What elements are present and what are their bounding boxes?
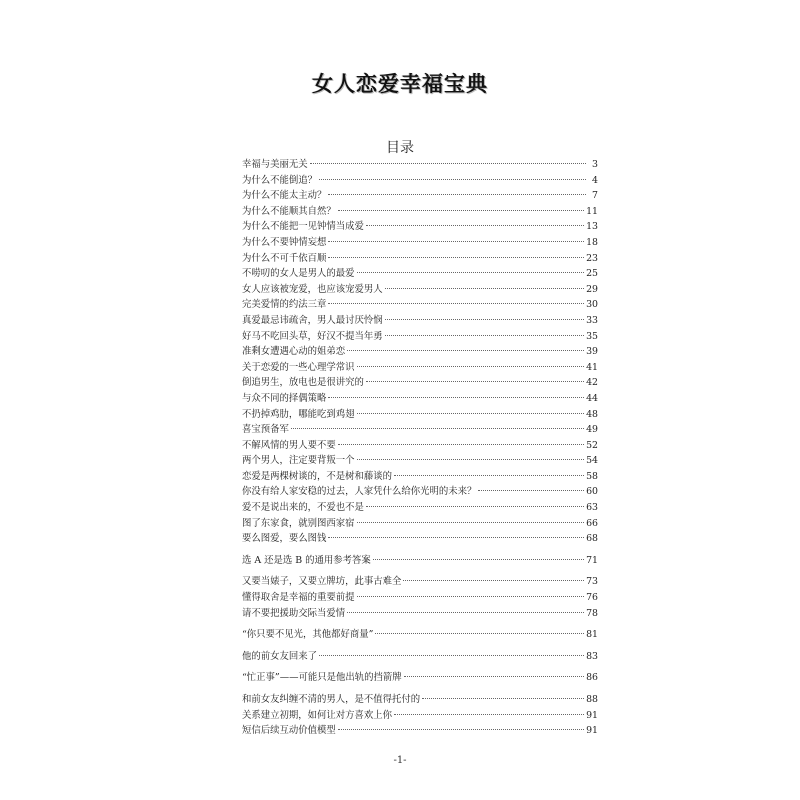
toc-entry[interactable] [242, 157, 598, 173]
toc-entry-page: 4 [592, 174, 598, 186]
toc-entry[interactable] [242, 313, 598, 329]
toc-leader-dots [366, 506, 584, 507]
toc-leader-dots [328, 194, 586, 195]
toc-entry[interactable] [242, 391, 598, 407]
toc-entry-title: 关系建立初期，如何让对方喜欢上你 [242, 709, 393, 721]
toc-entry-title: 请不要把援助交际当爱情 [242, 607, 346, 619]
toc-entry-page: 3 [592, 159, 598, 170]
toc-entry[interactable] [242, 438, 598, 454]
toc-entry-page: 54 [586, 455, 598, 467]
toc-entry[interactable] [242, 670, 598, 686]
toc-entry-page: 63 [586, 502, 598, 514]
toc-leader-dots [394, 475, 584, 476]
document-title: 女人恋爱幸福宝典 [312, 72, 488, 96]
toc-entry-title: 不扔掉鸡肋，哪能吃到鸡翅 [242, 408, 355, 420]
toc-entry-title: 关于恋爱的一些心理学常识 [242, 361, 355, 373]
toc-leader-dots [385, 288, 584, 289]
toc-entry[interactable] [242, 469, 598, 485]
toc-entry-title: 懂得取舍是幸福的重要前提 [242, 592, 355, 604]
toc-leader-dots [347, 612, 584, 613]
toc-entry-page: 44 [586, 392, 598, 404]
toc-entry-title: 你没有给人家安稳的过去，人家凭什么给你光明的未来？ [242, 486, 477, 498]
toc-entry-title: 爱不是说出来的，不爱也不是 [242, 502, 364, 514]
toc-entry-title: 为什么不可千依百顺 [242, 252, 327, 264]
toc-entry-title: “忙正事”——可能只是他出轨的挡箭牌 [242, 672, 402, 684]
toc-entry[interactable] [242, 692, 598, 708]
toc-leader-dots [357, 596, 585, 597]
toc-entry[interactable] [242, 235, 598, 251]
toc-entry-title: 短信后续互动价值模型 [242, 725, 336, 737]
toc-entry[interactable] [242, 188, 598, 204]
toc-entry[interactable] [242, 329, 598, 345]
toc-entry[interactable] [242, 531, 598, 547]
toc-leader-dots [338, 729, 584, 730]
toc-entry-title: “你只要不见光，其他都好商量” [242, 629, 374, 641]
toc-entry[interactable] [242, 606, 598, 622]
toc-entry-page: 33 [586, 314, 598, 326]
toc-leader-dots [357, 366, 585, 367]
toc-entry[interactable] [242, 344, 598, 360]
toc-entry[interactable] [242, 266, 598, 282]
toc-entry-page: 58 [586, 470, 598, 482]
toc-leader-dots [357, 413, 585, 414]
toc-entry-page: 30 [586, 299, 598, 311]
toc-entry-page: 48 [586, 408, 598, 420]
toc-leader-dots [366, 225, 584, 226]
toc-entry[interactable] [242, 219, 598, 235]
toc-entry-page: 66 [586, 517, 598, 529]
toc-entry-page: 35 [586, 330, 598, 342]
toc-entry[interactable] [242, 407, 598, 423]
toc-entry-title: 和前女友纠缠不清的男人，是不值得托付的 [242, 694, 421, 705]
toc-leader-dots [338, 444, 584, 445]
toc-entry-page: 41 [586, 361, 598, 373]
toc-entry-page: 29 [586, 283, 598, 295]
toc-entry[interactable] [242, 173, 598, 189]
toc-entry[interactable] [242, 204, 598, 220]
toc-leader-dots [366, 381, 584, 382]
toc-leader-dots [357, 272, 585, 273]
toc-entry-page: 52 [586, 439, 598, 451]
toc-leader-dots [357, 522, 585, 523]
toc-entry-title: 喜宝预备军 [242, 424, 289, 436]
toc-entry[interactable] [242, 297, 598, 313]
toc-entry-page: 86 [586, 672, 598, 684]
toc-leader-dots [328, 537, 584, 538]
toc-leader-dots [478, 490, 584, 491]
toc-leader-dots [319, 179, 586, 180]
toc-entry-title: 完美爱情的约法三章 [242, 299, 327, 311]
toc-entry-title: 为什么不能倒追？ [242, 174, 318, 186]
toc-entry-page: 83 [586, 650, 598, 662]
toc-leader-dots [403, 580, 584, 581]
toc-leader-dots [404, 676, 584, 677]
toc-entry-page: 76 [586, 592, 598, 604]
toc-entry-page: 11 [586, 205, 598, 217]
toc-leader-dots [385, 335, 584, 336]
toc-entry-page: 60 [586, 486, 598, 498]
toc-entry-page: 78 [586, 607, 598, 619]
toc-entry-title: 图了东家食，就别图西家宿 [242, 517, 355, 529]
toc-entry-page: 71 [586, 554, 598, 566]
toc-entry-page: 23 [586, 252, 598, 264]
toc-leader-dots [338, 210, 584, 211]
toc-leader-dots [310, 163, 586, 164]
toc-leader-dots [373, 559, 584, 560]
toc-entry-title: 倒追男生，放电也是很讲究的 [242, 377, 364, 389]
toc-entry-title: 恋爱是两棵树谈的，不是树和藤谈的 [242, 470, 393, 482]
toc-entry-title: 好马不吃回头草，好汉不提当年勇 [242, 330, 383, 342]
toc-entry-title: 幸福与美丽无关 [242, 159, 308, 170]
toc-leader-dots [328, 397, 584, 398]
toc-leader-dots [328, 241, 584, 242]
toc-entry-page: 7 [592, 190, 598, 202]
toc-entry-title: 又要当婊子，又要立牌坊，此事古难全 [242, 576, 402, 588]
toc-entry-title: 与众不同的择偶策略 [242, 392, 327, 404]
toc-entry[interactable] [242, 723, 598, 739]
toc-entry-title: 两个男人，注定要背叛一个 [242, 455, 355, 467]
toc-leader-dots [319, 655, 584, 656]
toc-entry[interactable] [242, 590, 598, 606]
toc-entry-title: 准剩女遭遇心动的姐弟恋 [242, 346, 346, 358]
toc-entry-title: 为什么不能把一见钟情当成爱 [242, 221, 364, 233]
toc-entry-page: 81 [586, 629, 598, 641]
toc-heading: 目录 [386, 140, 414, 156]
toc-entry-page: 18 [586, 236, 598, 248]
page-number: -1- [393, 755, 407, 766]
toc-entry[interactable] [242, 553, 598, 569]
toc-leader-dots [385, 319, 584, 320]
toc-entry[interactable] [242, 375, 598, 391]
toc-leader-dots [422, 698, 584, 699]
toc-entry[interactable] [242, 360, 598, 376]
toc-leader-dots [394, 714, 584, 715]
toc-entry-title: 不唠叨的女人是男人的最爱 [242, 268, 355, 280]
toc-entry-page: 49 [586, 424, 598, 436]
toc-entry-title: 女人应该被宠爱，也应该宠爱男人 [242, 283, 383, 295]
toc-entry-page: 42 [586, 377, 598, 389]
toc-entry[interactable] [242, 516, 598, 532]
toc-entry-page: 39 [586, 346, 598, 358]
toc-leader-dots [347, 350, 584, 351]
toc-entry-title: 他的前女友回来了 [242, 650, 318, 662]
toc-entry[interactable] [242, 574, 598, 590]
toc-leader-dots [291, 428, 584, 429]
toc-leader-dots [375, 633, 584, 634]
toc-entry-title: 要么图爱，要么图钱 [242, 533, 327, 545]
toc-leader-dots [328, 303, 584, 304]
table-of-contents [242, 157, 598, 739]
toc-entry-page: 73 [586, 576, 598, 588]
toc-entry-page: 25 [586, 268, 598, 280]
toc-entry[interactable] [242, 627, 598, 643]
toc-entry-title: 真爱最忌讳疏舍，男人最讨厌怜悯 [242, 314, 383, 326]
toc-entry-page: 91 [586, 709, 598, 721]
toc-entry[interactable] [242, 453, 598, 469]
toc-entry-title: 为什么不要钟情妄想 [242, 236, 327, 248]
toc-entry[interactable] [242, 500, 598, 516]
toc-entry-page: 68 [586, 533, 598, 545]
toc-entry-page: 88 [586, 694, 598, 705]
toc-entry[interactable] [242, 282, 598, 298]
toc-entry-page: 13 [586, 221, 598, 233]
toc-entry-title: 为什么不能太主动？ [242, 190, 327, 202]
toc-entry-title: 不解风情的男人要不要 [242, 439, 336, 451]
toc-entry[interactable] [242, 649, 598, 665]
toc-leader-dots [328, 257, 584, 258]
toc-entry[interactable] [242, 422, 598, 438]
toc-entry[interactable] [242, 484, 598, 500]
toc-entry-page: 91 [586, 725, 598, 737]
toc-entry[interactable] [242, 251, 598, 267]
toc-entry-title: 选 A 还是选 B 的通用参考答案 [242, 554, 371, 566]
toc-entry[interactable] [242, 708, 598, 724]
toc-leader-dots [357, 459, 585, 460]
toc-entry-title: 为什么不能顺其自然？ [242, 205, 336, 217]
